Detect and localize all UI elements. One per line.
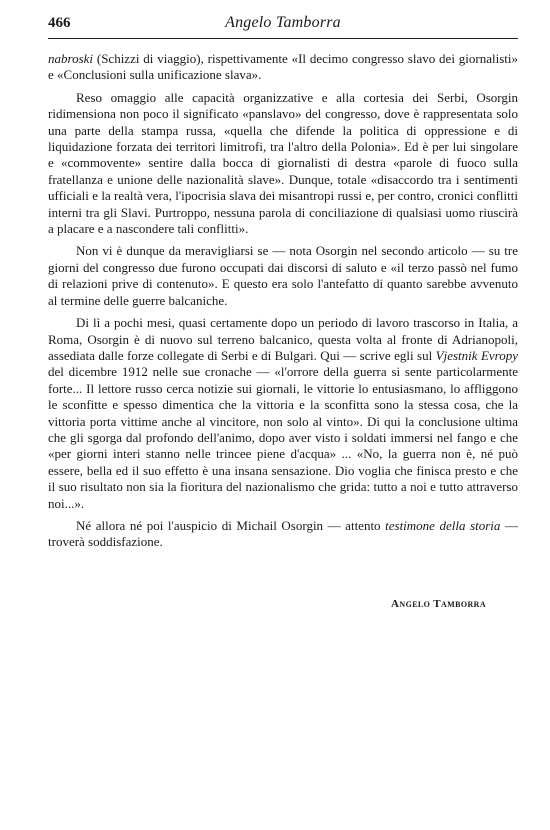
body-text [48, 51, 518, 557]
page-number: 466 [48, 15, 71, 31]
text-run: Né allora né poi l'auspicio di Michail Osorgin — attento [76, 517, 386, 533]
text-run: Non vi è dunque da meravigliarsi se — nota Osorgin nel secondo articolo — su tre giorni del congresso due furono occupati dai discorsi di saluto e «il terzo passò nel fumo di relazioni prive di contenuto». E questo era solo l'antefatto di quanto sarebbe avvenuto al termine delle guerre balcaniche. [48, 243, 518, 308]
paragraph [48, 51, 518, 84]
author-signature: Angelo Tamborra [391, 598, 486, 610]
text-run: Di lì a pochi mesi, quasi certamente dopo un periodo di lavoro trascorso in Italia, a Roma, Osorgin è di nuovo sul terreno balcanico, questa volta al fronte di Adrianopoli, assediata dalle forze collegate di Serbi e di Bulgari. Qui — scrive egli sul [48, 315, 518, 363]
text-run: del dicembre 1912 nelle sue cronache — «l'orrore della guerra si sente particolarmente forte... Il lettore russo cerca notizie sui giornali, le vittorie lo entusiasmano, lo affliggono le sconfitte e spesso dimentica che la vittoria e la sconfitta sono la stessa cosa, che la vittoria porta vittime anche al vincitore, non solo al vinto». Di qui la conclusione ultima che gli sgorga dal profondo dell'animo, dopo aver visto i soldati immersi nel fango e che «per giorni interi stanno nelle trincee piene d'acqua» ... «No, la guerra non è, né può essere, bella ed il suo effetto è una insana sensazione. Dio voglia che finisca presto e che il suo risultato non sia la fioritura del nazionalismo che grida: tutto a noi e tutto attraverso noi...». [48, 364, 518, 511]
paragraph [48, 518, 518, 551]
page-header [48, 12, 518, 39]
text-run: (Schizzi di viaggio), rispettivamente «Il decimo congresso slavo dei giornalisti» e «Conclusioni sulla unificazione slava». [48, 51, 518, 83]
text-run: — troverà soddisfazione. [48, 517, 518, 550]
italic-text: testimone della storia [385, 517, 501, 533]
italic-text: nabroski [48, 51, 94, 66]
paragraph [48, 243, 518, 309]
text-run: Reso omaggio alle capacità organizzative e alla cortesia dei Serbi, Osorgin ridimensiona non poco il significato «panslavo» del congresso, dove è rappresentata solo una parte della stampa russa, «quella che difende la politica di oppressione e di liquidazione forzata dei territori limitrofi, tra l'altro della Polonia». Ed è per lui singolare e «commovente» sentire dalla bocca di giornalisti di destra «parole di fuoco sulla fratellanza e unione delle nazionalità slave». Dunque, totale «disaccordo tra i sentimenti ufficiali e la realtà vera, l'ipocrisia slava dei misantropi russi e, per contro, cronici conflitti interni tra gli Slavi. Purtroppo, nessuna parola di conciliazione di qualsiasi uomo riuscirà a placare e a nascondere tali conflitti». [48, 89, 518, 237]
paragraph [48, 90, 518, 238]
italic-text: Vjestnik Evropy [435, 347, 518, 363]
paragraph [48, 315, 518, 512]
running-head: Angelo Tamborra [225, 14, 341, 31]
